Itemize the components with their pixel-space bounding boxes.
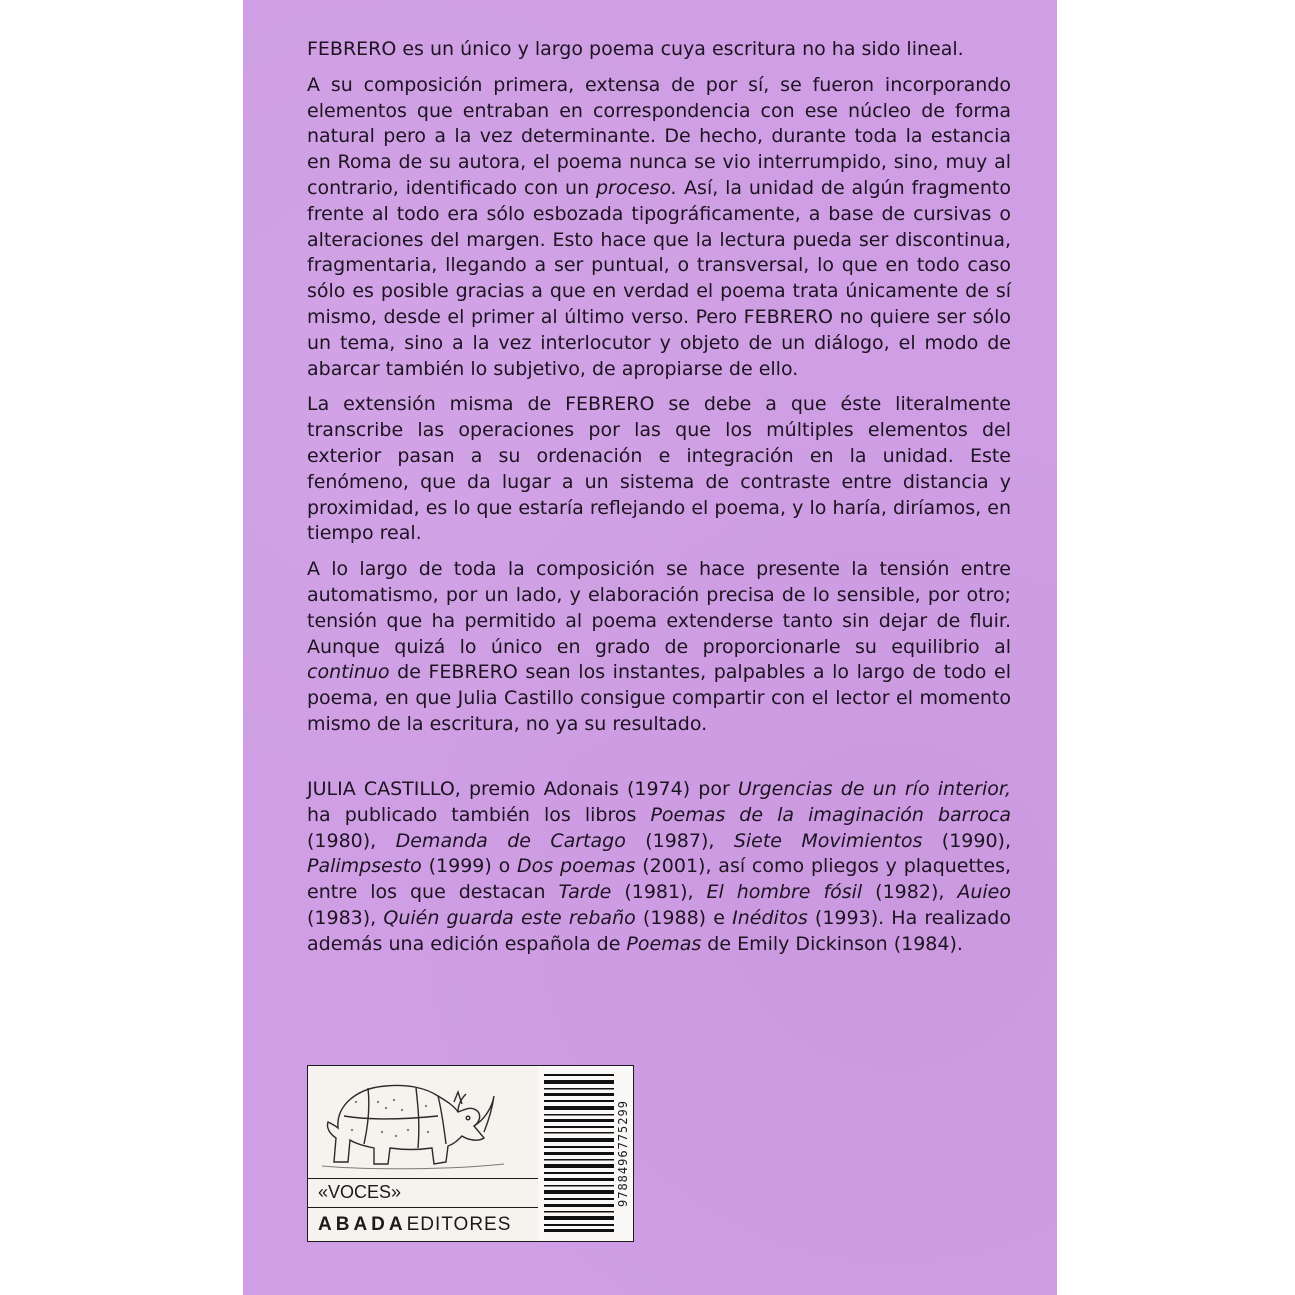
- synopsis-paragraph-2: A su composición primera, extensa de por sí, se fueron incorporando elementos que entraban en correspondencia con ese núcleo de forma natural pero a la vez determinante. De hecho, durante toda la estancia en Roma de su autora, el poema nunca se vio interrumpido, sino, muy al contrario, identificado con un proceso. Así, la unidad de algún fragmento frente al todo era sólo esbozada tipográficamente, a base de cursivas o alteraciones del margen. Esto hace que la lectura pueda ser discontinua, fragmentaria, llegando a ser puntual, o transversal, lo que en todo caso sólo es posible gracias a que en verdad el poema trata únicamente de sí mismo, desde el primer al último verso. Pero FEBRERO no quiere ser sólo un tema, sino a la vez interlocutor y objeto de un diálogo, el modo de abarcar también lo subjetivo, de apropiarse de ello.: [307, 73, 1011, 380]
- publisher-name: ABADAEDITORES: [318, 1214, 512, 1235]
- synopsis: [307, 37, 1011, 748]
- rhinoceros-icon: [308, 1066, 538, 1178]
- barcode: [538, 1066, 633, 1241]
- synopsis-paragraph-1: FEBRERO es un único y largo poema cuya escritura no ha sido lineal.: [307, 38, 964, 60]
- isbn-number: 9788496775299: [616, 1100, 630, 1208]
- publisher-logo-box: [307, 1065, 634, 1242]
- author-biography: JULIA CASTILLO, premio Adonais (1974) por Urgencias de un río interior, ha publicado también los libros Poemas de la imaginación barroca (1980), Demanda de Cartago (1987), Siete Movimientos (1990), Palimpsesto (1999) o Dos poemas (2001), así como pliegos y plaquettes, entre los que destacan Tarde (1981), El hombre fósil (1982), Auieo (1983), Quién guarda este rebaño (1988) e Inéditos (1993). Ha realizado además una edición española de Poemas de Emily Dickinson (1984).: [307, 778, 1012, 955]
- synopsis-paragraph-3: La extensión misma de FEBRERO se debe a que éste literalmente transcribe las operaciones por las que los múltiples elementos del exterior pasan a su ordenación e integración en la unidad. Este fenómeno, que da lugar a un sistema de contraste entre distancia y proximidad, es lo que estaría reflejando el poema, y lo haría, diríamos, en tiempo real.: [307, 393, 1011, 545]
- synopsis-paragraph-4: A lo largo de toda la composición se hace presente la tensión entre automatismo, por un lado, y elaboración precisa de lo sensible, por otro; tensión que ha permitido al poema extenderse tanto sin dejar de fluir. Aunque quizá lo único en grado de proporcionarle su equilibrio al continuo de FEBRERO sean los instantes, palpables a lo largo de todo el poema, en que Julia Castillo consigue compartir con el lector el momento mismo de la escritura, no ya su resultado.: [307, 558, 1011, 735]
- series-name: «VOCES»: [308, 1178, 538, 1208]
- publisher-logo: [308, 1066, 539, 1241]
